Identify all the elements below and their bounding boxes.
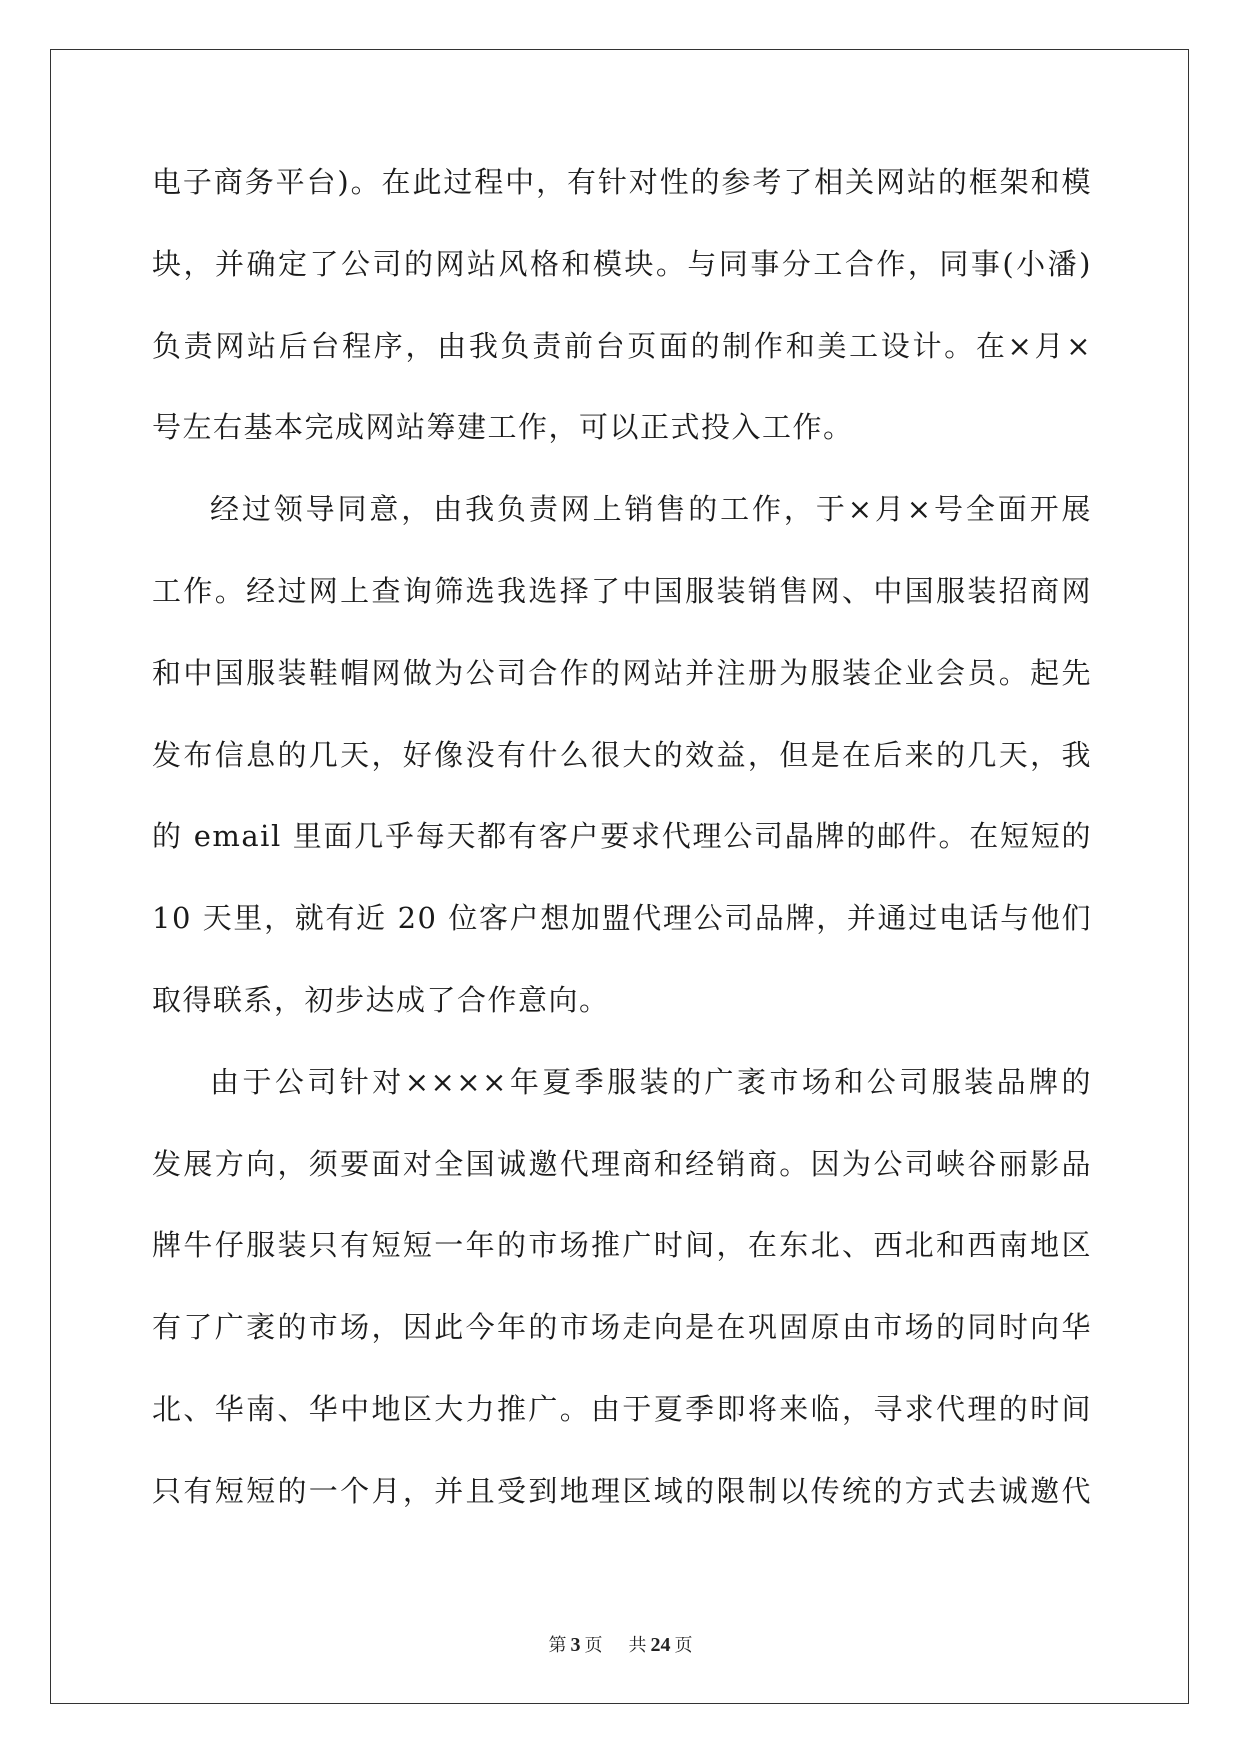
page-number: 3 <box>570 1634 581 1656</box>
text-line: 负责网站后台程序，由我负责前台页面的制作和美工设计。在×月× <box>152 328 1092 363</box>
text-line: 电子商务平台)。在此过程中，有针对性的参考了相关网站的框架和模 <box>152 165 1092 199</box>
text-line: 发展方向，须要面对全国诚邀代理商和经销商。因为公司峡谷丽影品 <box>152 1146 1092 1181</box>
text-line: 牌牛仔服装只有短短一年的市场推广时间，在东北、西北和西南地区 <box>152 1228 1092 1263</box>
page-label-suffix: 页 <box>584 1635 603 1655</box>
text-line: 号左右基本完成网站筹建工作，可以正式投入工作。 <box>152 410 854 445</box>
page-footer <box>0 1631 1241 1657</box>
paragraph-first-line: 经过领导同意，由我负责网上销售的工作，于×月×号全面开展 <box>210 492 1092 527</box>
text-line: 10 天里，就有近 20 位客户想加盟代理公司品牌，并通过电话与他们 <box>152 901 1092 936</box>
total-pages: 24 <box>650 1634 671 1656</box>
page-label-prefix: 第 <box>548 1635 567 1655</box>
text-line: 只有短短的一个月，并且受到地理区域的限制以传统的方式去诚邀代 <box>152 1473 1092 1508</box>
text-line: 块，并确定了公司的网站风格和模块。与同事分工合作，同事(小潘) <box>152 246 1092 281</box>
text-line: 有了广袤的市场，因此今年的市场走向是在巩固原由市场的同时向华 <box>152 1310 1092 1345</box>
total-label-prefix: 共 <box>628 1635 647 1655</box>
total-label-suffix: 页 <box>674 1635 693 1655</box>
text-line: 的 email 里面几乎每天都有客户要求代理公司晶牌的邮件。在短短的 <box>152 819 1092 854</box>
text-line: 取得联系，初步达成了合作意向。 <box>152 982 610 1017</box>
text-line: 工作。经过网上查询筛选我选择了中国服装销售网、中国服装招商网 <box>152 573 1092 608</box>
text-line: 发布信息的几天，好像没有什么很大的效益，但是在后来的几天，我 <box>152 737 1092 772</box>
text-line: 和中国服装鞋帽网做为公司合作的网站并注册为服装企业会员。起先 <box>152 655 1092 690</box>
paragraph-first-line: 由于公司针对××××年夏季服装的广袤市场和公司服装品牌的 <box>210 1064 1092 1099</box>
document-body <box>152 162 1092 1553</box>
text-line: 北、华南、华中地区大力推广。由于夏季即将来临，寻求代理的时间 <box>152 1391 1092 1426</box>
